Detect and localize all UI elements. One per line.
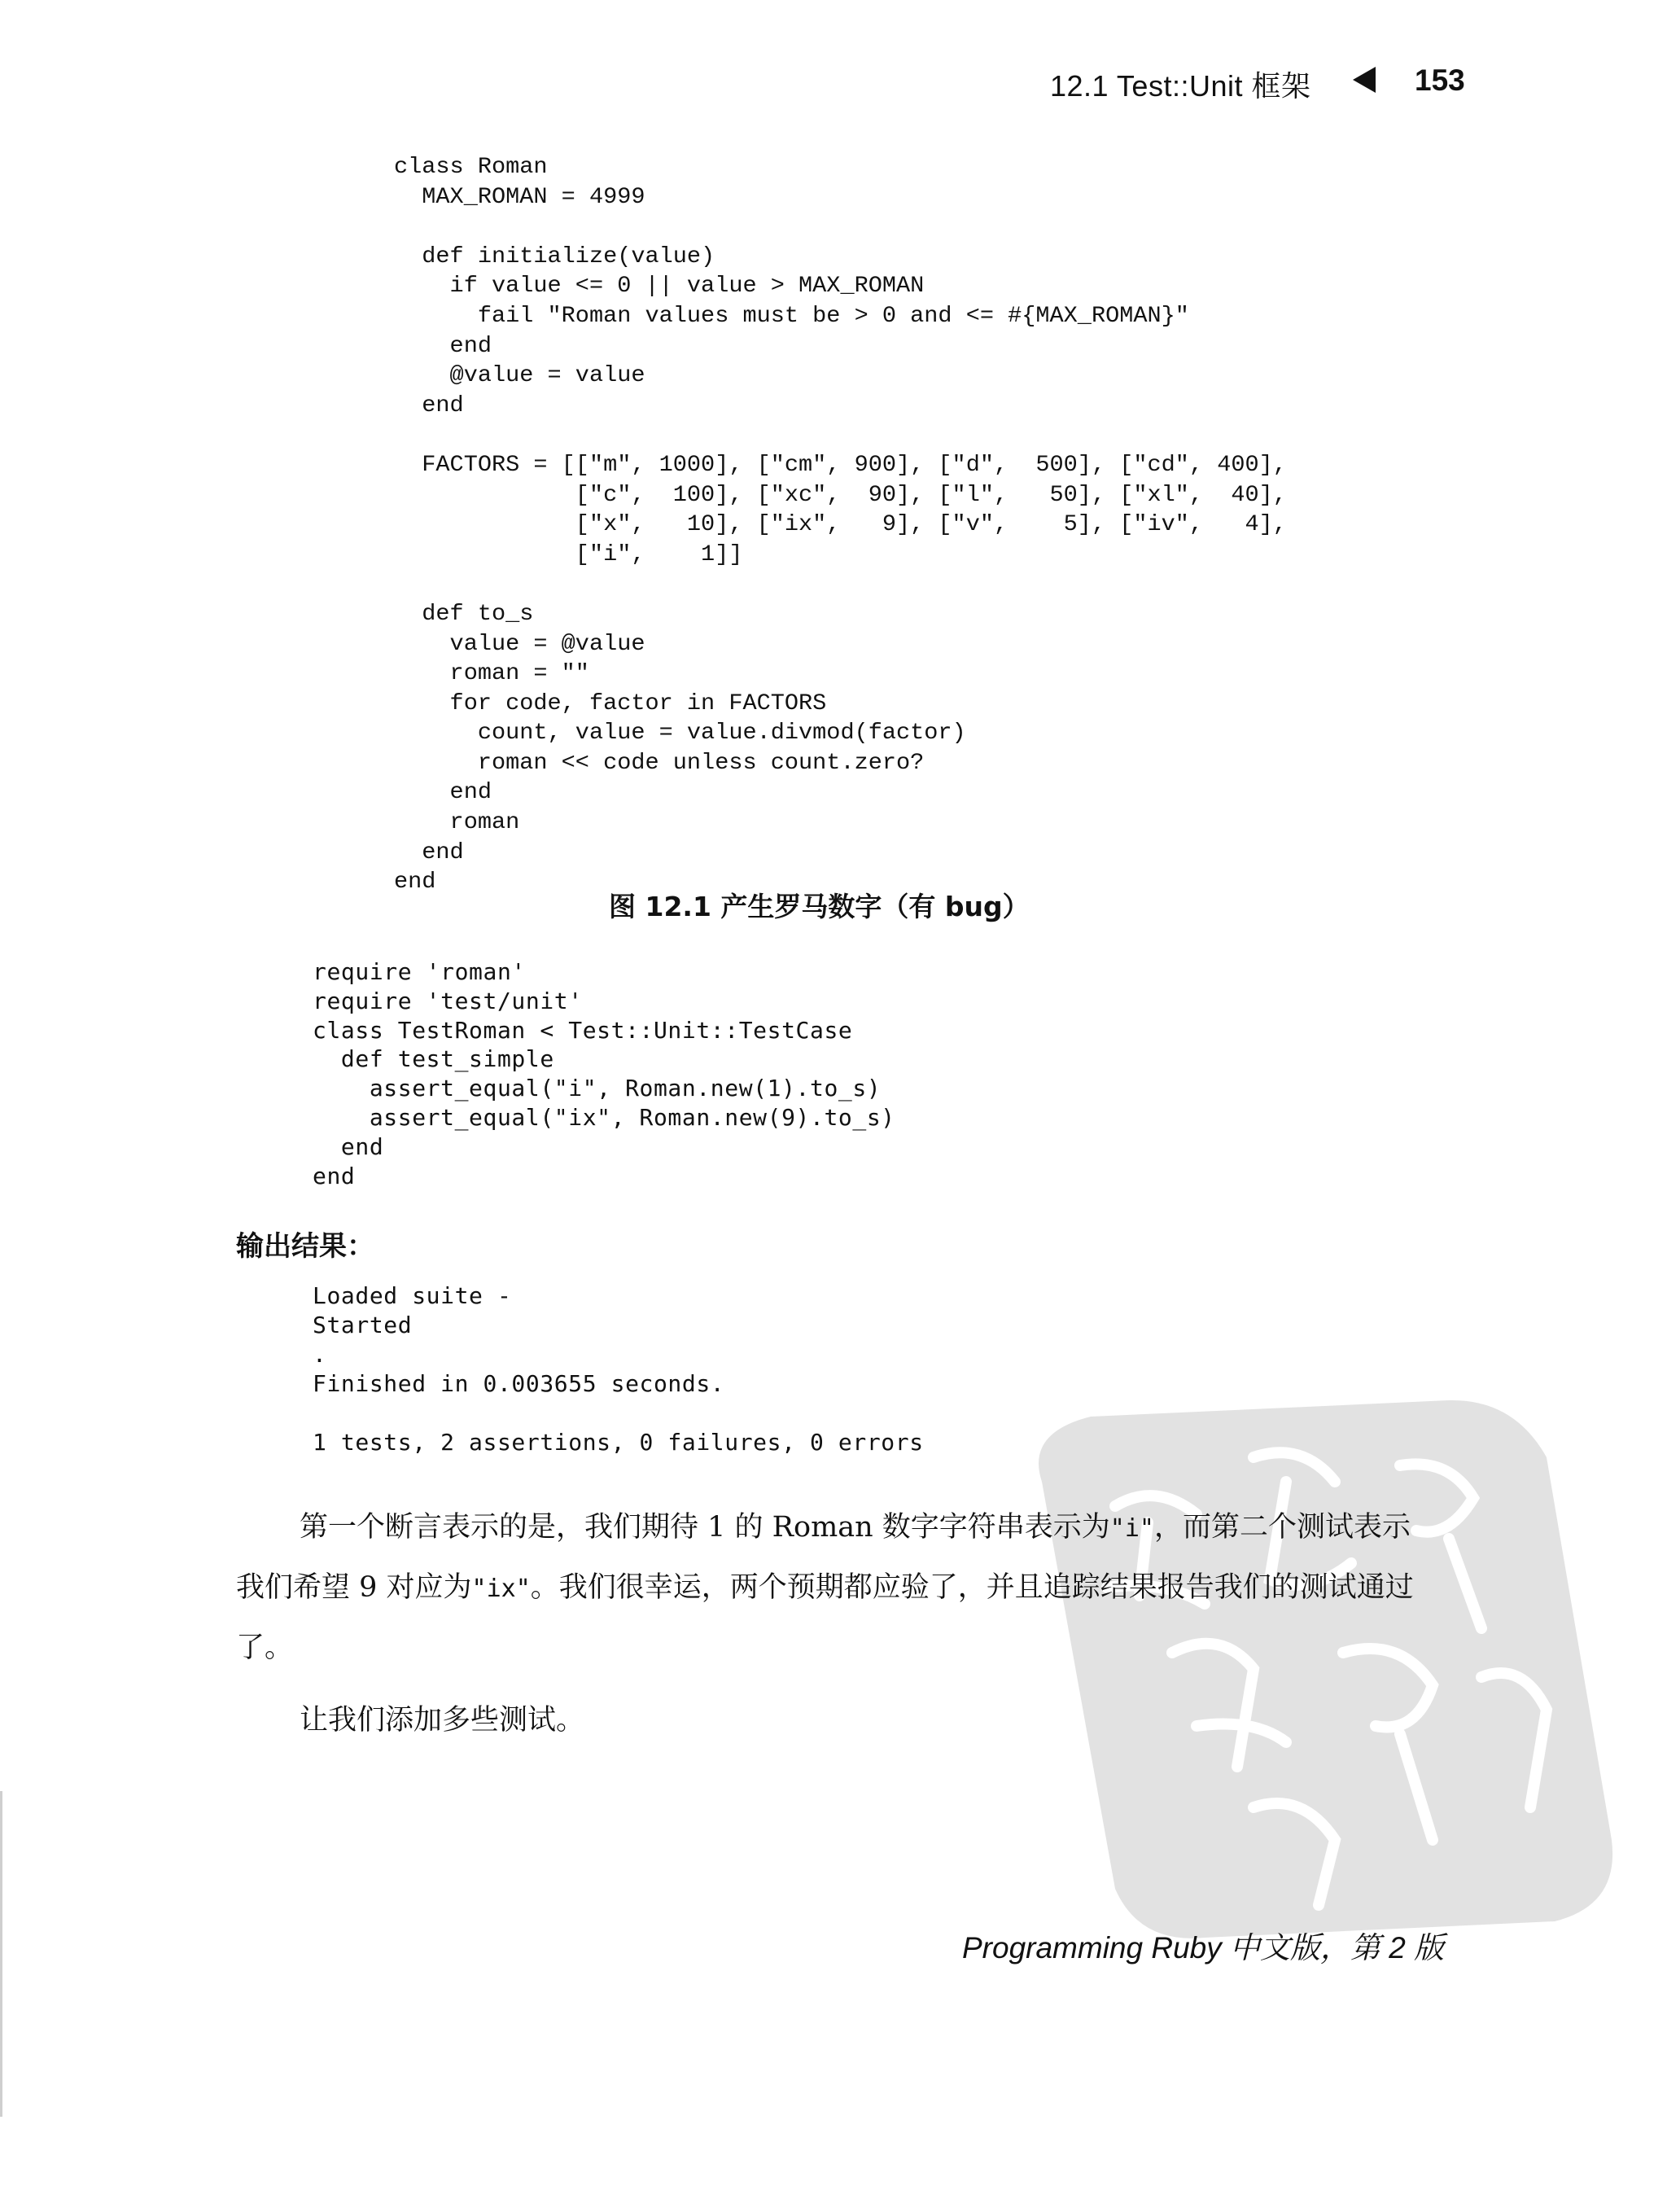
paragraph-code-i: "i" xyxy=(1109,1514,1154,1543)
paragraph-code-ix: "ix" xyxy=(471,1575,531,1603)
scan-edge-line xyxy=(0,1791,2,2117)
roman-class-code: class Roman MAX_ROMAN = 4999 def initialize(value) if value <= 0 || value > MAX_ROMAN fail "Roman values must be > 0 and <= #{MAX_ROMAN}" end @value = value end FACTORS = [["m", 1000], ["cm", 900], ["d", 500], ["cd", 400], ["c", 100], ["xc", 90], ["l", 50], ["xl", 40], ["x", 10], ["ix", 9], ["v", 5], ["iv", 4], ["i", 1]] def to_s value = @value roman = "" for code, factor in FACTORS count, value = value.divmod(factor) roman << code unless count.zero? end roman end end xyxy=(394,155,1287,896)
figure-caption: 图 12.1 产生罗马数字（有 bug） xyxy=(609,891,1030,922)
page-number: 153 xyxy=(1415,64,1465,97)
book-title-footer: Programming Ruby 中文版，第 2 版 xyxy=(962,1931,1445,1965)
output-label: 输出结果： xyxy=(236,1230,374,1263)
paragraph-text-3: 。我们很幸运，两个预期都应验了，并且追踪结果报告我们的测试通过了。 xyxy=(236,1571,1414,1664)
running-header-section: 12.1 Test::Unit 框架 xyxy=(1050,69,1311,103)
test-roman-code: require 'roman' require 'test/unit' class TestRoman < Test::Unit::TestCase def test_simple assert_equal("i", Roman.new(1).to_s) assert_equal("ix", Roman.new(9).to_s) end end xyxy=(313,958,895,1189)
paragraph-text-1: 第一个断言表示的是，我们期待 1 的 Roman 数字字符串表示为 xyxy=(300,1511,1110,1544)
explanation-paragraph xyxy=(236,1498,1424,1678)
test-output-code: Loaded suite - Started . Finished in 0.003655 seconds. 1 tests, 2 assertions, 0 failures, 0 errors xyxy=(313,1282,924,1456)
paragraph-text-2: ，而第二个测试表示我们希望 9 对应为 xyxy=(236,1511,1411,1604)
header-arrow-icon xyxy=(1353,67,1376,93)
add-tests-paragraph: 让我们添加多些测试。 xyxy=(300,1704,585,1737)
